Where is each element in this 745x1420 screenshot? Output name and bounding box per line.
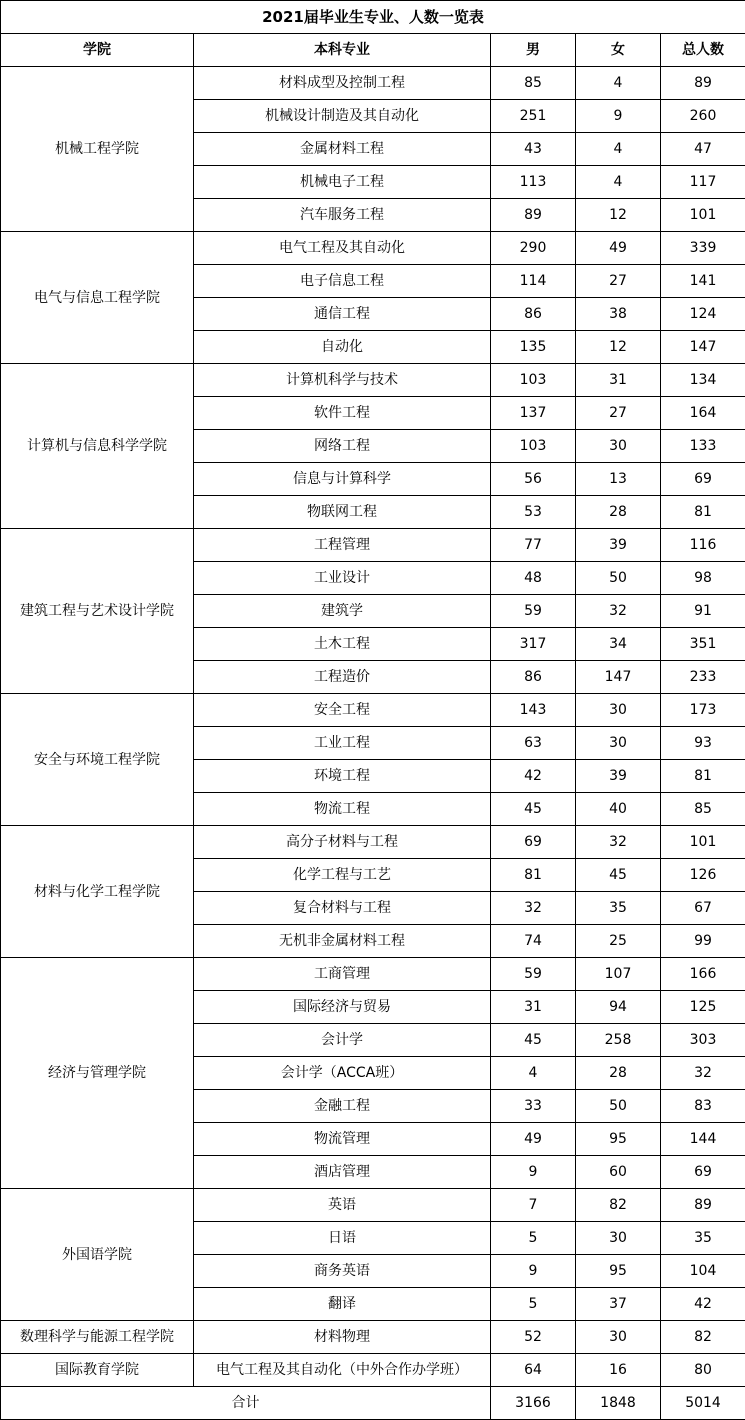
major-name-cell: 酒店管理 [194,1156,491,1189]
female-count-cell: 37 [576,1288,661,1321]
college-name-cell: 安全与环境工程学院 [1,694,194,826]
major-name-cell: 工业工程 [194,727,491,760]
major-name-cell: 工商管理 [194,958,491,991]
table-title: 2021届毕业生专业、人数一览表 [1,1,745,34]
total-count-cell: 133 [661,430,745,463]
male-count-cell: 52 [491,1321,576,1354]
total-count-cell: 303 [661,1024,745,1057]
total-count-cell: 233 [661,661,745,694]
total-count-cell: 42 [661,1288,745,1321]
college-name-cell: 机械工程学院 [1,67,194,232]
major-name-cell: 工程管理 [194,529,491,562]
female-count-cell: 60 [576,1156,661,1189]
major-name-cell: 工程造价 [194,661,491,694]
major-name-cell: 化学工程与工艺 [194,859,491,892]
major-name-cell: 物流工程 [194,793,491,826]
header-female: 女 [576,34,661,67]
major-name-cell: 会计学（ACCA班） [194,1057,491,1090]
major-name-cell: 土木工程 [194,628,491,661]
male-count-cell: 31 [491,991,576,1024]
major-name-cell: 汽车服务工程 [194,199,491,232]
female-count-cell: 30 [576,694,661,727]
male-count-cell: 135 [491,331,576,364]
total-count-cell: 125 [661,991,745,1024]
male-count-cell: 290 [491,232,576,265]
major-name-cell: 物联网工程 [194,496,491,529]
total-count-cell: 47 [661,133,745,166]
male-count-cell: 33 [491,1090,576,1123]
female-count-cell: 95 [576,1123,661,1156]
female-count-cell: 147 [576,661,661,694]
total-count-cell: 116 [661,529,745,562]
major-name-cell: 环境工程 [194,760,491,793]
female-count-cell: 82 [576,1189,661,1222]
total-count-cell: 339 [661,232,745,265]
table-row [1,529,745,562]
male-count-cell: 251 [491,100,576,133]
header-college: 学院 [1,34,194,67]
total-count-cell: 32 [661,1057,745,1090]
total-count-cell: 99 [661,925,745,958]
total-count-cell: 89 [661,67,745,100]
table-body [1,67,745,1387]
male-count-cell: 77 [491,529,576,562]
male-count-cell: 103 [491,430,576,463]
header-male: 男 [491,34,576,67]
male-count-cell: 113 [491,166,576,199]
male-count-cell: 9 [491,1156,576,1189]
major-name-cell: 商务英语 [194,1255,491,1288]
major-name-cell: 计算机科学与技术 [194,364,491,397]
total-count-cell: 141 [661,265,745,298]
major-name-cell: 网络工程 [194,430,491,463]
major-name-cell: 建筑学 [194,595,491,628]
total-count-cell: 173 [661,694,745,727]
female-count-cell: 30 [576,430,661,463]
major-name-cell: 电气工程及其自动化 [194,232,491,265]
major-name-cell: 电气工程及其自动化（中外合作办学班） [194,1354,491,1387]
major-name-cell: 会计学 [194,1024,491,1057]
male-count-cell: 69 [491,826,576,859]
major-name-cell: 信息与计算科学 [194,463,491,496]
male-count-cell: 48 [491,562,576,595]
college-name-cell: 外国语学院 [1,1189,194,1321]
table-row [1,67,745,100]
total-count-cell: 81 [661,496,745,529]
female-count-cell: 4 [576,133,661,166]
female-count-cell: 107 [576,958,661,991]
male-count-cell: 103 [491,364,576,397]
major-name-cell: 电子信息工程 [194,265,491,298]
major-name-cell: 通信工程 [194,298,491,331]
college-name-cell: 经济与管理学院 [1,958,194,1189]
male-count-cell: 49 [491,1123,576,1156]
female-count-cell: 4 [576,166,661,199]
major-name-cell: 工业设计 [194,562,491,595]
male-count-cell: 32 [491,892,576,925]
male-count-cell: 86 [491,661,576,694]
major-name-cell: 软件工程 [194,397,491,430]
major-name-cell: 材料物理 [194,1321,491,1354]
college-name-cell: 建筑工程与艺术设计学院 [1,529,194,694]
major-name-cell: 材料成型及控制工程 [194,67,491,100]
table-row [1,232,745,265]
female-count-cell: 4 [576,67,661,100]
female-count-cell: 12 [576,199,661,232]
total-count-cell: 35 [661,1222,745,1255]
female-count-cell: 16 [576,1354,661,1387]
total-count-cell: 69 [661,1156,745,1189]
male-count-cell: 53 [491,496,576,529]
female-count-cell: 30 [576,1222,661,1255]
summary-male: 3166 [491,1387,576,1420]
male-count-cell: 81 [491,859,576,892]
major-name-cell: 自动化 [194,331,491,364]
female-count-cell: 34 [576,628,661,661]
male-count-cell: 63 [491,727,576,760]
total-count-cell: 93 [661,727,745,760]
male-count-cell: 89 [491,199,576,232]
total-count-cell: 89 [661,1189,745,1222]
female-count-cell: 39 [576,529,661,562]
total-count-cell: 351 [661,628,745,661]
table-row [1,364,745,397]
table-row [1,1321,745,1354]
major-name-cell: 物流管理 [194,1123,491,1156]
total-count-cell: 101 [661,199,745,232]
female-count-cell: 49 [576,232,661,265]
male-count-cell: 64 [491,1354,576,1387]
male-count-cell: 45 [491,1024,576,1057]
female-count-cell: 27 [576,397,661,430]
total-count-cell: 69 [661,463,745,496]
male-count-cell: 317 [491,628,576,661]
male-count-cell: 74 [491,925,576,958]
male-count-cell: 4 [491,1057,576,1090]
male-count-cell: 9 [491,1255,576,1288]
female-count-cell: 30 [576,727,661,760]
major-name-cell: 高分子材料与工程 [194,826,491,859]
female-count-cell: 95 [576,1255,661,1288]
total-count-cell: 260 [661,100,745,133]
male-count-cell: 56 [491,463,576,496]
total-count-cell: 81 [661,760,745,793]
male-count-cell: 45 [491,793,576,826]
female-count-cell: 31 [576,364,661,397]
female-count-cell: 28 [576,496,661,529]
total-count-cell: 80 [661,1354,745,1387]
female-count-cell: 94 [576,991,661,1024]
female-count-cell: 45 [576,859,661,892]
total-count-cell: 147 [661,331,745,364]
table-row [1,1189,745,1222]
college-name-cell: 电气与信息工程学院 [1,232,194,364]
major-name-cell: 无机非金属材料工程 [194,925,491,958]
female-count-cell: 39 [576,760,661,793]
total-count-cell: 67 [661,892,745,925]
female-count-cell: 50 [576,1090,661,1123]
summary-row [1,1387,745,1420]
female-count-cell: 25 [576,925,661,958]
college-name-cell: 国际教育学院 [1,1354,194,1387]
male-count-cell: 5 [491,1288,576,1321]
female-count-cell: 38 [576,298,661,331]
total-count-cell: 82 [661,1321,745,1354]
summary-total: 5014 [661,1387,745,1420]
total-count-cell: 83 [661,1090,745,1123]
male-count-cell: 42 [491,760,576,793]
male-count-cell: 5 [491,1222,576,1255]
female-count-cell: 32 [576,826,661,859]
total-count-cell: 98 [661,562,745,595]
female-count-cell: 13 [576,463,661,496]
table-title-row [1,1,745,34]
male-count-cell: 59 [491,958,576,991]
female-count-cell: 32 [576,595,661,628]
total-count-cell: 126 [661,859,745,892]
total-count-cell: 117 [661,166,745,199]
total-count-cell: 166 [661,958,745,991]
college-name-cell: 数理科学与能源工程学院 [1,1321,194,1354]
summary-female: 1848 [576,1387,661,1420]
total-count-cell: 104 [661,1255,745,1288]
college-name-cell: 材料与化学工程学院 [1,826,194,958]
male-count-cell: 114 [491,265,576,298]
female-count-cell: 27 [576,265,661,298]
female-count-cell: 30 [576,1321,661,1354]
male-count-cell: 86 [491,298,576,331]
total-count-cell: 134 [661,364,745,397]
total-count-cell: 164 [661,397,745,430]
male-count-cell: 143 [491,694,576,727]
table-row [1,694,745,727]
summary-label: 合计 [1,1387,491,1420]
major-name-cell: 翻译 [194,1288,491,1321]
female-count-cell: 28 [576,1057,661,1090]
table-row [1,826,745,859]
major-name-cell: 日语 [194,1222,491,1255]
female-count-cell: 12 [576,331,661,364]
major-name-cell: 金属材料工程 [194,133,491,166]
female-count-cell: 35 [576,892,661,925]
total-count-cell: 124 [661,298,745,331]
major-name-cell: 安全工程 [194,694,491,727]
major-name-cell: 机械电子工程 [194,166,491,199]
female-count-cell: 40 [576,793,661,826]
major-name-cell: 国际经济与贸易 [194,991,491,1024]
male-count-cell: 85 [491,67,576,100]
total-count-cell: 144 [661,1123,745,1156]
major-name-cell: 复合材料与工程 [194,892,491,925]
male-count-cell: 43 [491,133,576,166]
major-name-cell: 英语 [194,1189,491,1222]
college-name-cell: 计算机与信息科学学院 [1,364,194,529]
major-name-cell: 金融工程 [194,1090,491,1123]
total-count-cell: 101 [661,826,745,859]
female-count-cell: 258 [576,1024,661,1057]
table-header-row [1,34,745,67]
table-row [1,958,745,991]
header-total: 总人数 [661,34,745,67]
header-major: 本科专业 [194,34,491,67]
total-count-cell: 85 [661,793,745,826]
female-count-cell: 9 [576,100,661,133]
total-count-cell: 91 [661,595,745,628]
male-count-cell: 137 [491,397,576,430]
female-count-cell: 50 [576,562,661,595]
table-row [1,1354,745,1387]
male-count-cell: 59 [491,595,576,628]
major-name-cell: 机械设计制造及其自动化 [194,100,491,133]
male-count-cell: 7 [491,1189,576,1222]
